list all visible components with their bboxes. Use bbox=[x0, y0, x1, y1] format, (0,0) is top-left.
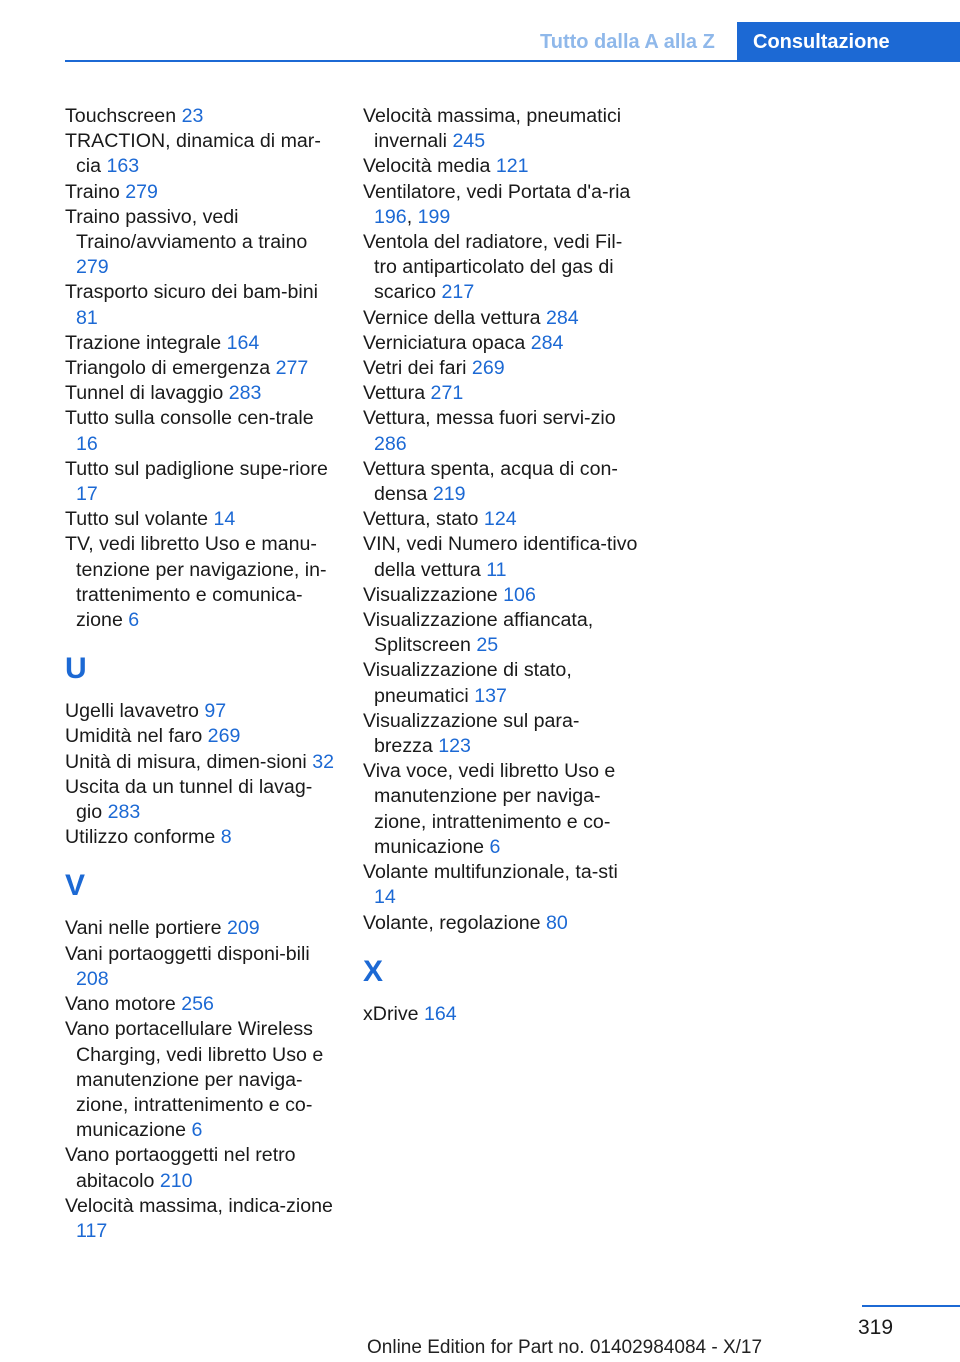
index-entry bbox=[65, 205, 337, 281]
index-entry bbox=[65, 356, 337, 381]
page-reference-link[interactable]: 23 bbox=[181, 105, 204, 127]
index-entry-text: Velocità massima, indica-zione bbox=[65, 1194, 333, 1217]
index-entry bbox=[363, 356, 638, 381]
page-reference-link[interactable]: 17 bbox=[76, 483, 98, 506]
index-entry-text: Utilizzo conforme bbox=[65, 826, 216, 849]
page-reference-link[interactable]: 6 bbox=[191, 1119, 203, 1142]
index-entry-text: VIN, vedi Numero identifica-tivo della vettura bbox=[363, 533, 638, 581]
index-entry-text: Ugelli lavavetro bbox=[65, 700, 199, 723]
page-reference-link[interactable]: 199 bbox=[417, 205, 451, 228]
index-entry-text: Visualizzazione sul para-brezza bbox=[363, 709, 580, 758]
index-entry bbox=[65, 750, 337, 775]
index-entry-text: Touchscreen bbox=[65, 105, 177, 127]
page-reference-link[interactable]: 14 bbox=[213, 508, 236, 531]
index-entry bbox=[363, 104, 638, 154]
page-reference-link[interactable]: 6 bbox=[128, 609, 140, 632]
page-reference-link[interactable]: 196 bbox=[374, 205, 407, 228]
index-entry-text: Trazione integrale bbox=[65, 331, 222, 354]
page-reference-link[interactable]: 286 bbox=[374, 432, 407, 455]
index-entry-text: Visualizzazione affiancata, Splitscreen bbox=[363, 609, 594, 657]
index-entry bbox=[65, 1017, 337, 1143]
index-entry-text: Visualizzazione di stato, pneumatici bbox=[363, 659, 572, 707]
index-entry-text: Volante multifunzionale, ta-sti bbox=[363, 861, 618, 884]
page-reference-link[interactable]: 11 bbox=[486, 558, 507, 581]
index-entry-text: xDrive bbox=[363, 1002, 419, 1025]
index-entry-text: Volante, regolazione bbox=[363, 911, 541, 934]
page-reference-link[interactable]: 97 bbox=[204, 700, 227, 723]
index-entry-text: Traino passivo, vedi Traino/avviamento a traino bbox=[65, 205, 308, 254]
page-reference-link[interactable]: 269 bbox=[471, 357, 505, 380]
page-reference-link[interactable]: 123 bbox=[438, 735, 471, 758]
index-entry-text: Tutto sul padiglione supe-riore bbox=[65, 457, 328, 480]
index-entry bbox=[363, 759, 638, 860]
index-column-right bbox=[363, 104, 638, 1027]
page-reference-link[interactable]: 217 bbox=[441, 281, 475, 304]
page-reference-link[interactable]: 279 bbox=[125, 180, 158, 203]
index-entry bbox=[65, 825, 337, 850]
page-reference-link[interactable]: 164 bbox=[226, 331, 260, 354]
index-entry bbox=[65, 775, 337, 825]
index-entry-text: Tutto sulla consolle cen-trale bbox=[65, 407, 314, 430]
page-reference-link[interactable]: 271 bbox=[430, 382, 464, 405]
index-entry-text: Vernice della vettura bbox=[363, 306, 541, 329]
page-reference-link[interactable]: 277 bbox=[275, 357, 309, 380]
index-entry-text: Vani nelle portiere bbox=[65, 917, 222, 940]
page-reference-link[interactable]: 284 bbox=[530, 331, 564, 354]
page-reference-link[interactable]: 121 bbox=[495, 155, 529, 178]
index-entry bbox=[65, 457, 337, 507]
page-reference-link[interactable]: 256 bbox=[181, 993, 214, 1016]
index-entry bbox=[65, 724, 337, 749]
index-entry bbox=[65, 180, 337, 205]
page-reference-link[interactable]: 164 bbox=[423, 1002, 457, 1025]
page-reference-link[interactable]: 137 bbox=[474, 684, 507, 707]
index-entry bbox=[363, 1002, 638, 1027]
index-entry-text: Ventilatore, vedi Portata d'a-ria bbox=[363, 180, 631, 203]
page-reference-link[interactable]: 8 bbox=[220, 826, 232, 849]
index-entry-text: Uscita da un tunnel di lavag-gio bbox=[65, 775, 313, 824]
edition-note: Online Edition for Part no. 01402984084 - X/17 bbox=[367, 1337, 763, 1358]
index-entry bbox=[65, 699, 337, 724]
page-reference-link[interactable]: 209 bbox=[226, 917, 260, 940]
index-entry bbox=[363, 583, 638, 608]
index-entry-text: Traino bbox=[65, 180, 120, 203]
index-entry-text: Trasporto sicuro dei bam-bini bbox=[65, 281, 319, 304]
index-entry: Ventilatore, vedi Portata d'a-ria 196, 199 bbox=[363, 180, 631, 228]
page-reference-link[interactable]: 219 bbox=[432, 483, 466, 506]
page-reference-link[interactable]: 269 bbox=[207, 725, 241, 748]
index-entry bbox=[363, 406, 638, 456]
index-entry bbox=[65, 507, 337, 532]
index-letter-heading: V bbox=[65, 869, 86, 903]
index-entry bbox=[65, 280, 337, 330]
index-letter-heading: U bbox=[65, 652, 87, 686]
page-reference-link[interactable]: 245 bbox=[452, 130, 486, 153]
index-entry-text: Vettura, messa fuori servi-zio bbox=[363, 407, 616, 430]
index-entry bbox=[65, 331, 337, 356]
page-reference-link[interactable]: 279 bbox=[76, 256, 109, 279]
index-entry bbox=[363, 381, 638, 406]
index-entry-text: Umidità nel faro bbox=[65, 725, 203, 748]
index-entry-text: Vano motore bbox=[65, 993, 176, 1016]
page-reference-link[interactable]: 32 bbox=[312, 750, 334, 773]
page-reference-link[interactable]: 124 bbox=[483, 508, 517, 531]
index-entry bbox=[65, 406, 337, 456]
index-entry bbox=[363, 457, 638, 507]
index-entry-text: Tutto sul volante bbox=[65, 508, 209, 531]
index-entry bbox=[65, 1143, 337, 1193]
page-reference-link[interactable]: 106 bbox=[503, 583, 536, 606]
index-column-left bbox=[65, 104, 337, 1244]
page-reference-link[interactable]: 117 bbox=[76, 1219, 108, 1242]
index-entry-text: Verniciatura opaca bbox=[363, 331, 526, 354]
index-entry bbox=[65, 916, 337, 941]
index-entry-text: Unità di misura, dimen-sioni bbox=[65, 750, 307, 773]
page-reference-link[interactable]: 283 bbox=[107, 801, 141, 824]
page-reference-link[interactable]: 14 bbox=[374, 886, 396, 909]
index-entry bbox=[363, 658, 638, 708]
index-entry bbox=[65, 129, 337, 179]
footer-rule bbox=[862, 1305, 960, 1307]
index-entry-text: Tunnel di lavaggio bbox=[65, 382, 224, 405]
page-reference-link[interactable]: 283 bbox=[228, 382, 262, 405]
index-entry bbox=[363, 709, 638, 759]
index-entry bbox=[65, 942, 337, 992]
page-reference-link[interactable]: 284 bbox=[546, 306, 579, 329]
index-entry-text: Velocità massima, pneumatici invernali bbox=[363, 105, 622, 153]
index-entry-text: Vettura, stato bbox=[363, 508, 479, 531]
page-number: 319 bbox=[858, 1316, 894, 1339]
index-entry-text: Vani portaoggetti disponi-bili bbox=[65, 942, 310, 965]
index-letter-heading: X bbox=[363, 954, 384, 988]
index-entry bbox=[65, 532, 337, 633]
index-entry-text: Vettura spenta, acqua di con-densa bbox=[363, 457, 618, 506]
header-rule bbox=[65, 60, 960, 62]
index-entry bbox=[363, 608, 638, 658]
header-chapter-tab: Consultazione bbox=[737, 22, 960, 62]
index-entry-text: Velocità media bbox=[363, 155, 491, 178]
index-entry bbox=[363, 860, 638, 910]
index-entry-text: Vettura bbox=[363, 382, 426, 405]
page-reference-link[interactable]: 210 bbox=[159, 1169, 193, 1192]
page-reference-link[interactable]: 81 bbox=[76, 306, 98, 329]
index-entry bbox=[65, 104, 337, 129]
index-entry-text: Vano portaoggetti nel retro abitacolo bbox=[65, 1144, 296, 1192]
index-entry bbox=[65, 992, 337, 1017]
index-entry bbox=[363, 230, 638, 306]
index-entry-text: Triangolo di emergenza bbox=[65, 357, 271, 380]
page-reference-link[interactable]: 6 bbox=[489, 835, 501, 858]
index-entry bbox=[65, 381, 337, 406]
index-entry-text: Viva voce, vedi libretto Uso e manutenzione per naviga-zione, intrattenimento e co-municazione bbox=[363, 760, 616, 858]
index-entry-text: TRACTION, dinamica di mar-cia bbox=[65, 130, 321, 178]
page-reference-link[interactable]: 163 bbox=[106, 155, 140, 178]
index-entry-text: Visualizzazione bbox=[363, 583, 498, 606]
index-entry bbox=[65, 1194, 337, 1244]
index-entry bbox=[363, 306, 638, 331]
index-entry-text: TV, vedi libretto Uso e manu-tenzione per navigazione, in-trattenimento e comunica-zione bbox=[65, 533, 327, 632]
index-entry bbox=[363, 532, 638, 582]
index-entry-text: Vetri dei fari bbox=[363, 357, 467, 380]
index-entry-text: Ventola del radiatore, vedi Fil-tro antiparticolato del gas di scarico bbox=[363, 231, 623, 304]
header-section-title: Tutto dalla A alla Z bbox=[540, 31, 715, 53]
page-reference-link[interactable]: 208 bbox=[76, 967, 109, 990]
index-entry bbox=[363, 911, 638, 936]
index-entry bbox=[363, 331, 638, 356]
page-reference-link[interactable]: 80 bbox=[546, 911, 568, 934]
page-reference-link[interactable]: 25 bbox=[476, 634, 499, 657]
index-entry-text: Vano portacellulare Wireless Charging, vedi libretto Uso e manutenzione per naviga-zione, intrattenimento e co-municazione bbox=[65, 1018, 324, 1142]
index-entry bbox=[363, 507, 638, 532]
index-entry bbox=[363, 154, 638, 179]
page-reference-link[interactable]: 16 bbox=[76, 432, 98, 455]
